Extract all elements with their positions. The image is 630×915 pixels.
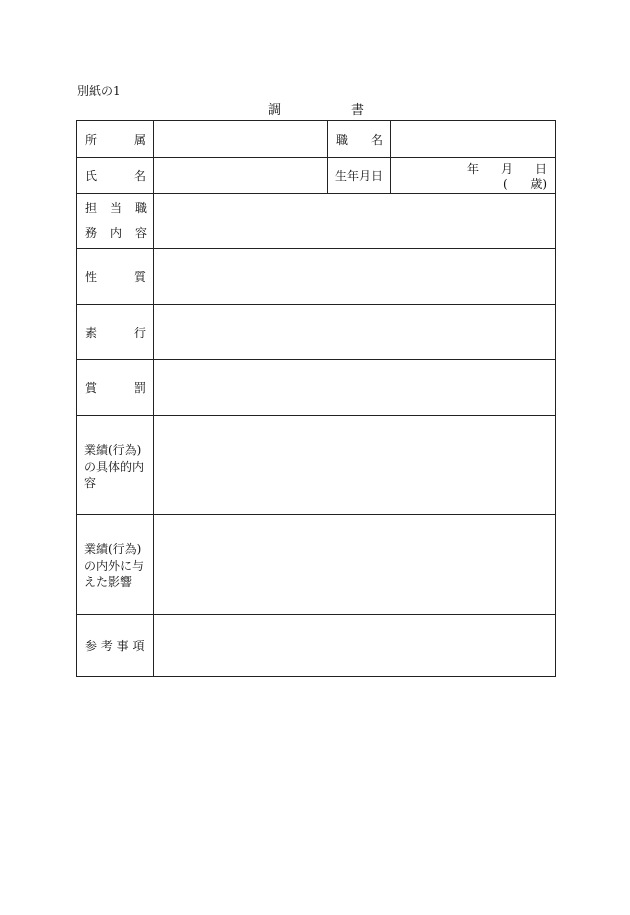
duty-label [77,194,154,248]
name-value-field[interactable] [154,158,328,193]
month-unit: 月 [500,162,513,176]
affiliation-label-char-1: 所 [85,132,98,147]
nature-value-field[interactable] [154,249,555,304]
position-label-char-2: 名 [370,132,383,147]
form-row-impact [77,515,555,615]
name-label-char-2: 名 [133,169,146,183]
position-value-field[interactable] [391,121,555,157]
age-open-paren: ( [503,177,508,191]
reward-label [77,360,154,415]
affiliation-label [77,121,154,157]
achievement-value-field[interactable] [154,416,555,514]
conduct-label [77,305,154,359]
duty-char: 当 [109,201,122,215]
reward-label-char-1: 賞 [85,381,98,395]
nature-label-char-2: 質 [133,270,146,284]
birthdate-units [467,162,547,176]
position-label-char-1: 職 [336,132,349,147]
day-unit: 日 [534,162,547,176]
impact-value-field[interactable] [154,515,555,614]
duty-char: 職 [134,201,147,215]
age-units [503,177,547,191]
document-reference: 別紙の1 [77,84,121,98]
duty-value-field[interactable] [154,194,555,248]
notes-label-text: 参 考 事 項 [85,639,145,653]
title-char-1: 調 [268,103,282,118]
conduct-label-char-1: 素 [85,325,98,340]
reward-value-field[interactable] [154,360,555,415]
year-unit: 年 [467,162,480,176]
form-row-conduct [77,305,555,360]
name-label-char-1: 氏 [85,169,98,183]
reward-label-char-2: 罰 [133,381,146,395]
document-title [268,103,364,118]
duty-char: 容 [134,226,147,240]
form-row-name [77,158,555,194]
form-row-notes [77,615,555,676]
conduct-label-char-2: 行 [133,325,146,340]
duty-label-line-2 [85,221,147,246]
duty-char: 担 [85,201,98,215]
nature-label-char-1: 性 [85,270,98,284]
birthdate-label [328,158,391,193]
conduct-value-field[interactable] [154,305,555,359]
impact-label: 業績(行為)の内外に与えた影響 [77,515,154,614]
form-row-reward [77,360,555,416]
form-row-affiliation [77,121,555,158]
title-char-2: 書 [350,103,364,118]
notes-value-field[interactable] [154,615,555,676]
age-unit: 歳) [530,177,547,191]
achievement-label: 業績(行為)の具体的内容 [77,416,154,514]
birthdate-label-text: 生年月日 [335,169,384,183]
form-row-nature [77,249,555,305]
nature-label [77,249,154,304]
notes-label [77,615,154,676]
name-label [77,158,154,193]
report-form-table [76,120,556,677]
form-row-duty [77,194,555,249]
affiliation-label-char-2: 属 [133,132,146,147]
duty-char: 内 [109,226,122,240]
affiliation-value-field[interactable] [154,121,328,157]
position-label [328,121,391,157]
duty-label-line-1 [85,196,147,221]
duty-char: 務 [85,226,98,240]
form-row-achievement [77,416,555,515]
birthdate-value-field[interactable] [391,158,555,193]
